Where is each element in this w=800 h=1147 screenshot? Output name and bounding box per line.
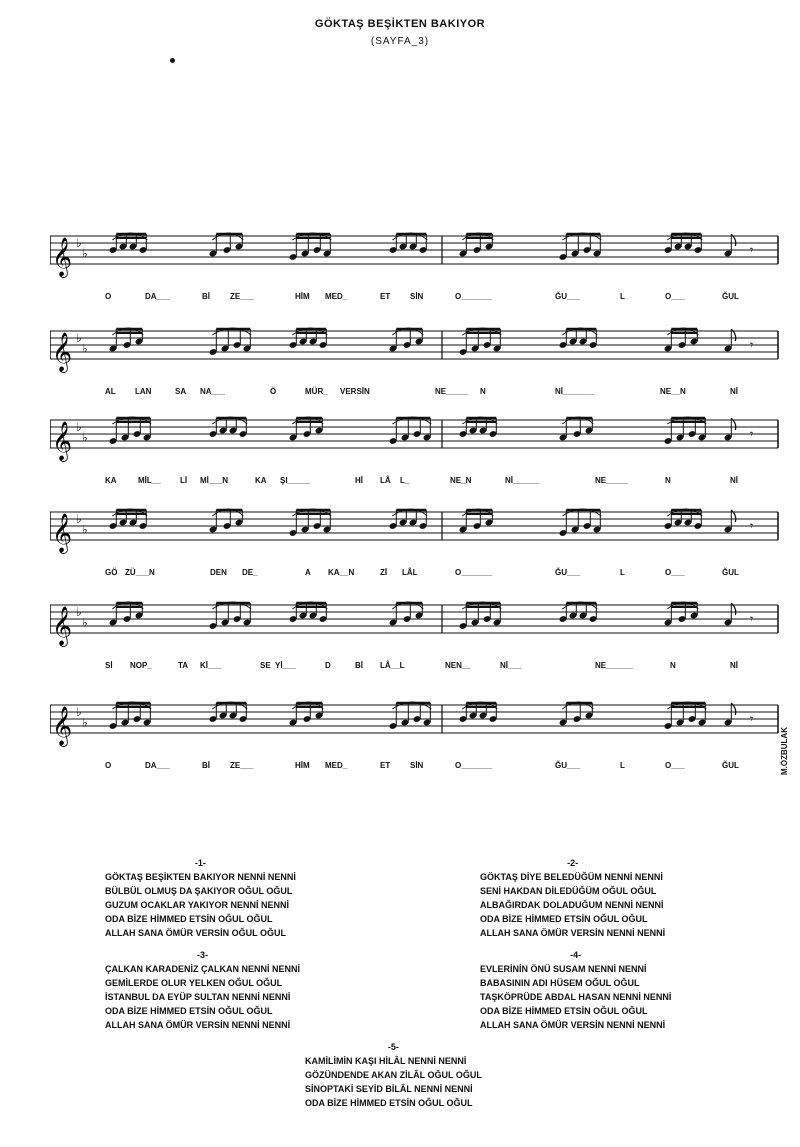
verse-line: TAŞKÖPRÜDE ABDAL HASAN NENNİ NENNİ: [480, 992, 672, 1002]
lyric-syllable: MÜR_: [305, 387, 328, 396]
rest-icon: 𝄾: [750, 519, 754, 533]
lyric-syllable: LAN: [135, 387, 152, 396]
staff-2: [50, 323, 780, 385]
rest-icon: 𝄾: [750, 612, 754, 626]
lyric-syllable: Nİ______: [505, 476, 540, 485]
verse-line: GEMİLERDE OLUR YELKEN OĞUL OĞUL: [105, 978, 283, 988]
lyric-syllable: NA___: [200, 387, 225, 396]
verse-5: [305, 1040, 482, 1110]
lyric-syllable: Yİ___: [275, 661, 296, 670]
flat-sign: ♭: [82, 522, 88, 537]
lyrics-line-1: [50, 292, 780, 306]
lyric-syllable: LÂ: [380, 476, 391, 485]
lyric-syllable: NE_N: [450, 476, 472, 485]
verse-1: [105, 856, 296, 940]
composer-credit-text: M.ÖZBULAK: [780, 727, 789, 775]
verse-line: ODA BİZE HİMMED ETSİN OĞUL OĞUL: [305, 1098, 473, 1108]
treble-clef-icon: 𝄞: [52, 421, 73, 461]
rest-icon: 𝄾: [750, 338, 754, 352]
lyric-syllable: AL: [105, 387, 116, 396]
lyric-syllable: ĞU___: [555, 292, 581, 301]
lyric-syllable: O_______: [455, 568, 493, 577]
lyric-syllable: ET: [380, 761, 391, 770]
verse-number: -1-: [194, 858, 206, 868]
lyric-syllable: TA: [178, 661, 189, 670]
lyric-syllable: O___: [665, 761, 685, 770]
lyric-syllable: O: [105, 761, 112, 770]
lyric-syllable: HİM: [295, 761, 310, 770]
lyric-syllable: O___: [665, 292, 685, 301]
lyric-syllable: ZÜ___N: [125, 568, 155, 577]
staff-1: [50, 228, 780, 290]
lyric-syllable: N: [665, 476, 671, 485]
lyric-syllable: MED_: [325, 761, 348, 770]
lyric-syllable: O___: [665, 568, 685, 577]
lyric-syllable: Nİ: [730, 661, 738, 670]
lyric-syllable: NE______: [595, 661, 633, 670]
page-subtitle: (SAYFA_3): [370, 36, 430, 47]
music-system-2: [50, 323, 780, 396]
verse-line: ALLAH SANA ÖMÜR VERSİN NENNİ NENNİ: [105, 1020, 291, 1030]
verse-number: -2-: [567, 858, 579, 868]
lyric-syllable: Lİ: [180, 476, 188, 485]
treble-clef-icon: 𝄞: [52, 237, 73, 277]
lyric-syllable: ĞUL: [722, 292, 739, 301]
flat-sign: ♭: [82, 430, 88, 445]
verse-2: [480, 856, 665, 940]
lyric-syllable: NOP_: [130, 661, 152, 670]
lyric-syllable: ĞUL: [722, 568, 739, 577]
lyric-syllable: L: [620, 761, 625, 770]
lyric-syllable: MED_: [325, 292, 348, 301]
lyric-syllable: N: [670, 661, 676, 670]
lyric-syllable: NE__N: [660, 387, 686, 396]
staff-3: [50, 412, 780, 474]
verse-line: KAMİLİMİN KAŞI HİLÂL NENNİ NENNİ: [305, 1056, 467, 1066]
lyric-syllable: Bİ: [355, 661, 363, 670]
lyric-syllable: LÂ__L: [380, 661, 405, 670]
lyrics-line-6: [50, 761, 780, 775]
lyric-syllable: Nİ: [730, 387, 738, 396]
lyric-syllable: Kİ___: [200, 661, 222, 670]
music-system-4: [50, 504, 780, 577]
lyrics-line-4: [50, 568, 780, 582]
lyric-syllable: Ö: [270, 387, 277, 396]
lyric-syllable: GÖ: [105, 568, 118, 577]
verse-line: ALLAH SANA ÖMÜR VERSİN NENNİ NENNİ: [480, 1020, 666, 1030]
lyric-syllable: Hİ: [355, 476, 363, 485]
verse-number: -3-: [197, 950, 208, 960]
flat-sign: ♭: [76, 236, 82, 250]
music-system-3: [50, 412, 780, 485]
verse-line: ODA BİZE HİMMED ETSİN OĞUL OĞUL: [480, 1006, 648, 1016]
verse-line: BÜLBÜL OLMUŞ DA ŞAKIYOR OĞUL OĞUL: [105, 886, 293, 896]
lyrics-line-3: [50, 476, 780, 490]
lyric-syllable: Mİ___N: [200, 476, 229, 485]
lyric-syllable: KA: [255, 476, 267, 485]
verse-line: EVLERİNİN ÖNÜ SUSAM NENNİ NENNİ: [480, 964, 647, 974]
staff-4: [50, 504, 780, 566]
lyric-syllable: NEN__: [445, 661, 471, 670]
lyric-syllable: ĞUL: [722, 761, 739, 770]
lyric-syllable: O_______: [455, 292, 493, 301]
lyric-syllable: D: [325, 661, 331, 670]
composer-credit: [778, 705, 792, 775]
lyric-syllable: ZE___: [230, 292, 254, 301]
verse-line: ALLAH SANA ÖMÜR VERSİN OĞUL OĞUL: [105, 928, 287, 938]
treble-clef-icon: 𝄞: [52, 606, 73, 646]
verse-4: [480, 948, 671, 1032]
lyric-syllable: Nİ_______: [555, 387, 595, 396]
flat-sign: ♭: [76, 331, 82, 345]
verse-number: -5-: [387, 1042, 399, 1052]
lyric-syllable: Nİ___: [500, 661, 522, 670]
lyric-syllable: DA___: [145, 761, 170, 770]
flat-sign: ♭: [82, 246, 88, 261]
flat-sign: ♭: [76, 512, 82, 526]
lyric-syllable: Nİ: [730, 476, 738, 485]
verse-line: ODA BİZE HİMMED ETSİN OĞUL OĞUL: [105, 914, 273, 924]
lyric-syllable: KA__N: [328, 568, 355, 577]
lyric-syllable: Zİ: [380, 568, 388, 577]
rest-icon: 𝄾: [750, 427, 754, 441]
lyric-syllable: SİN: [410, 761, 424, 770]
lyric-syllable: O: [105, 292, 112, 301]
ink-dot: [170, 58, 175, 63]
treble-clef-icon: 𝄞: [52, 332, 73, 372]
lyric-syllable: ŞI_____: [280, 476, 310, 485]
verse-line: ALLAH SANA ÖMÜR VERSİN NENNİ NENNİ: [480, 928, 666, 938]
staff-5: [50, 597, 780, 659]
music-system-1: [50, 228, 780, 301]
lyric-syllable: Sİ: [105, 661, 113, 670]
lyric-syllable: O_______: [455, 761, 493, 770]
lyric-syllable: SA: [175, 387, 187, 396]
verse-line: BABASININ ADI HÜSEM OĞUL OĞUL: [480, 978, 640, 988]
lyric-syllable: N: [480, 387, 486, 396]
flat-sign: ♭: [82, 615, 88, 630]
verse-line: GÖZÜNDENDE AKAN ZİLÂL OĞUL OĞUL: [305, 1070, 482, 1080]
verse-3: [105, 948, 300, 1032]
lyrics-line-2: [50, 387, 780, 401]
lyric-syllable: L_: [400, 476, 410, 485]
lyric-syllable: DE_: [242, 568, 258, 577]
lyric-syllable: KA: [105, 476, 117, 485]
lyric-syllable: DEN: [210, 568, 227, 577]
page-title: GÖKTAŞ BEŞİKTEN BAKIYOR: [314, 18, 486, 30]
verse-line: ODA BİZE HİMMED ETSİN OĞUL OĞUL: [105, 1006, 273, 1016]
verse-line: SENİ HAKDAN DİLEDÜĞÜM OĞUL OĞUL: [480, 886, 657, 896]
lyric-syllable: VERSİN: [340, 387, 370, 396]
lyric-syllable: ET: [380, 292, 391, 301]
rest-icon: 𝄾: [750, 243, 754, 257]
lyrics-line-5: [50, 661, 780, 675]
lyric-syllable: SİN: [410, 292, 424, 301]
flat-sign: ♭: [76, 605, 82, 619]
flat-sign: ♭: [82, 341, 88, 356]
verse-line: ÇALKAN KARADENİZ ÇALKAN NENNİ NENNİ: [105, 964, 300, 974]
treble-clef-icon: 𝄞: [52, 706, 73, 746]
verse-number: -4-: [570, 950, 582, 960]
treble-clef-icon: 𝄞: [52, 513, 73, 553]
flat-sign: ♭: [82, 715, 88, 730]
lyric-syllable: SE: [260, 661, 271, 670]
lyric-syllable: LÂL: [402, 568, 418, 577]
lyric-syllable: NE_____: [435, 387, 469, 396]
lyric-syllable: HİM: [295, 292, 310, 301]
verse-line: GUZUM OCAKLAR YAKIYOR NENNİ NENNİ: [105, 900, 290, 910]
lyric-syllable: ĞU___: [555, 568, 581, 577]
staff-6: [50, 697, 780, 759]
lyric-syllable: Bİ: [202, 761, 210, 770]
lyric-syllable: L: [620, 568, 625, 577]
flat-sign: ♭: [76, 420, 82, 434]
music-system-5: [50, 597, 780, 670]
verse-line: GÖKTAŞ BEŞİKTEN BAKIYOR NENNİ NENNİ: [105, 872, 296, 882]
flat-sign: ♭: [76, 705, 82, 719]
verse-line: ODA BİZE HİMMED ETSİN OĞUL OĞUL: [480, 914, 648, 924]
verse-line: SİNOPTAKİ SEYİD BİLÂL NENNİ NENNİ: [305, 1084, 473, 1094]
lyric-syllable: L: [620, 292, 625, 301]
verse-line: GÖKTAŞ DİYE BELEDÜĞÜM NENNİ NENNİ: [480, 872, 663, 882]
lyric-syllable: DA___: [145, 292, 170, 301]
music-system-6: [50, 697, 780, 770]
lyric-syllable: Bİ: [202, 292, 210, 301]
lyric-syllable: ZE___: [230, 761, 254, 770]
lyric-syllable: A: [305, 568, 311, 577]
lyric-syllable: ĞU___: [555, 761, 581, 770]
verse-line: İSTANBUL DA EYÜP SULTAN NENNİ NENNİ: [105, 992, 291, 1002]
lyric-syllable: NE_____: [595, 476, 629, 485]
rest-icon: 𝄾: [750, 712, 754, 726]
verse-line: ALBAĞIRDAK DOLADUĞUM NENNİ NENNİ: [480, 900, 664, 910]
lyric-syllable: MİL__: [138, 476, 161, 485]
